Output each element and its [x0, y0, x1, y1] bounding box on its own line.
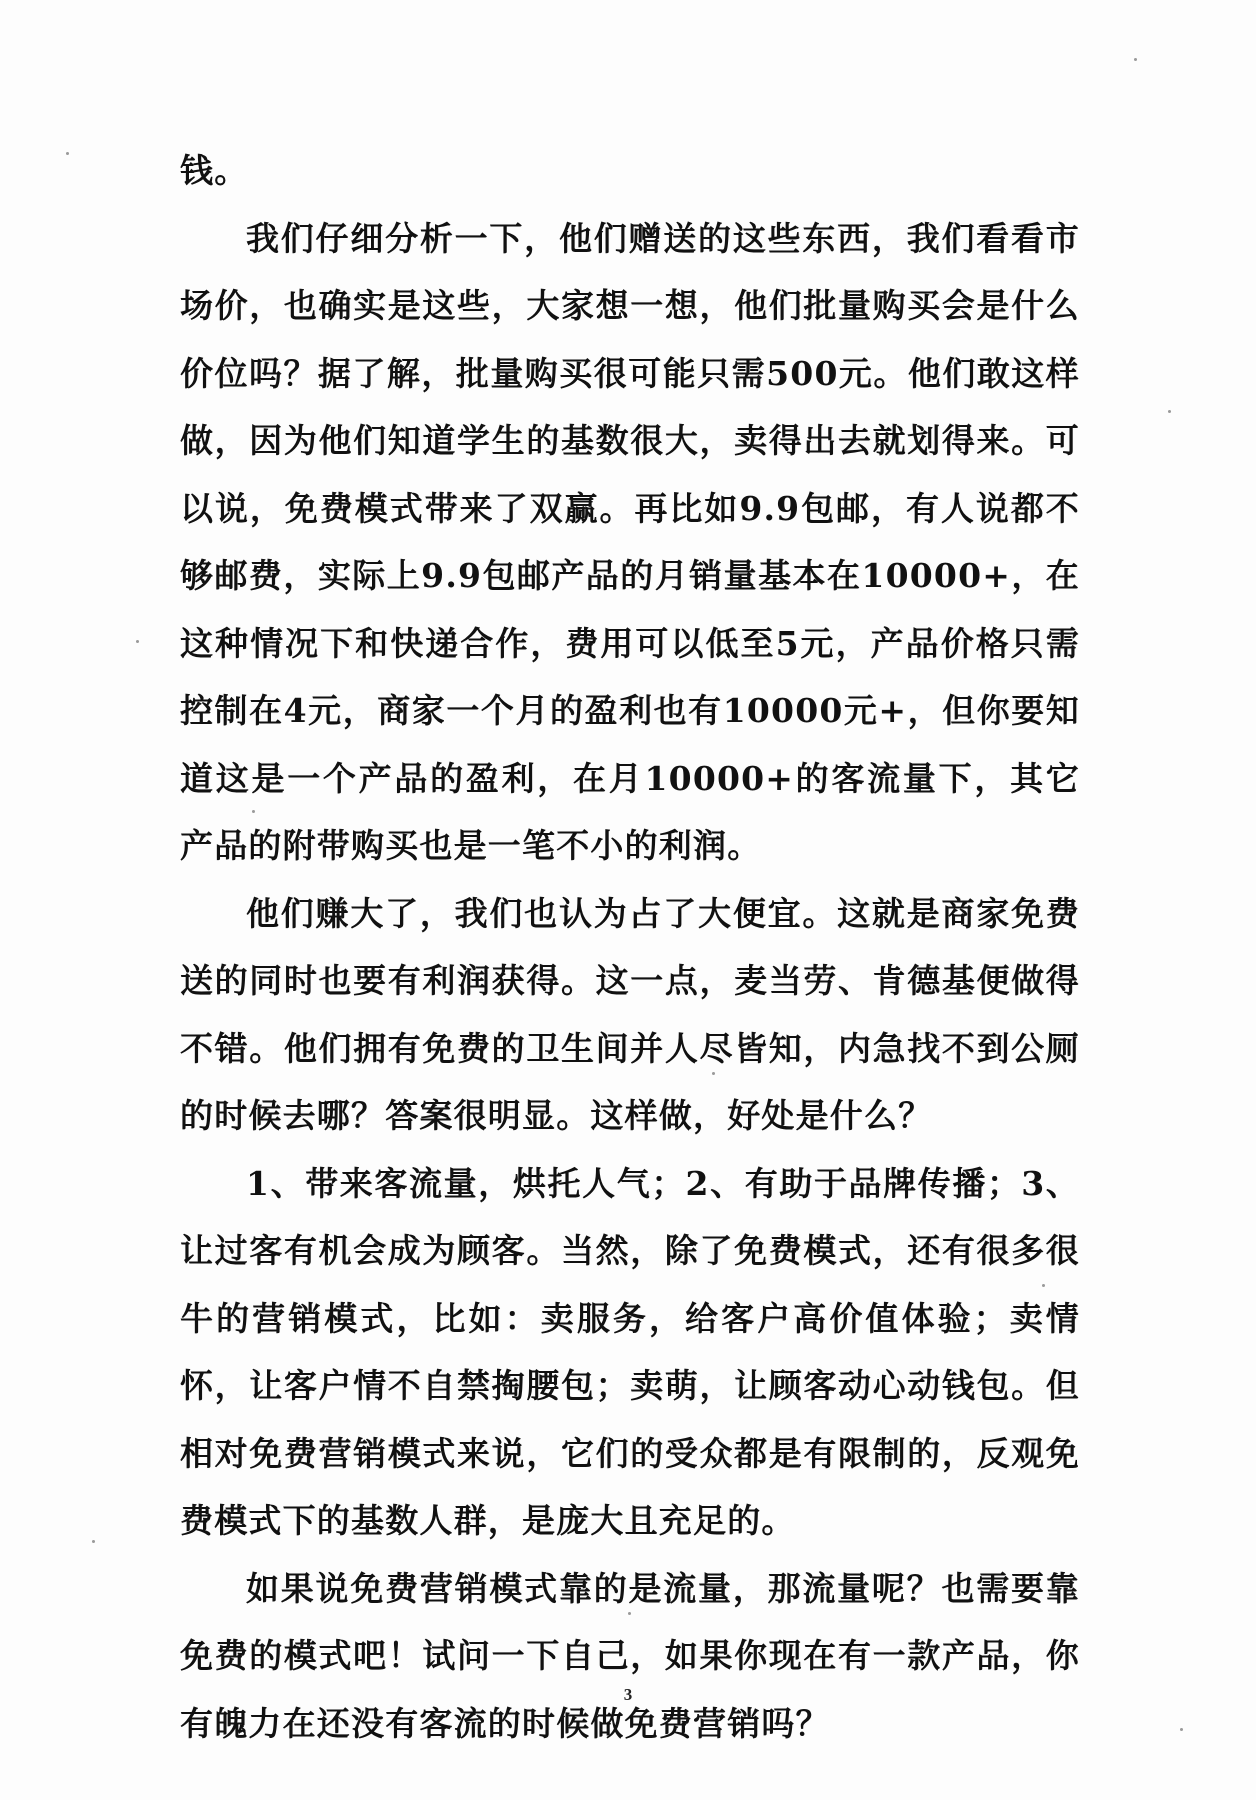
scan-speck	[1134, 58, 1137, 61]
scan-speck	[712, 1072, 715, 1075]
scan-speck	[66, 152, 69, 155]
scan-speck	[628, 1612, 631, 1615]
scan-speck	[1168, 410, 1171, 413]
paragraph-profit: 他们赚大了，我们也认为占了大便宜。这就是商家免费送的同时也要有利润获得。这一点，麦当劳、肯德基便做得不错。他们拥有免费的卫生间并人尽皆知，内急找不到公厕的时候去哪？答案很明显。这样做，好处是什么？	[180, 893, 1080, 1135]
paragraph-market-price: 我们仔细分析一下，他们赠送的这些东西，我们看看市场价，也确实是这些，大家想一想，他们批量购买会是什么价位吗？据了解，批量购买很可能只需500元。他们敢这样做，因为他们知道学生的基数很大，卖得出去就划得来。可以说，免费模式带来了双赢。再比如9.9包邮，有人说都不够邮费，实际上9.9包邮产品的月销量基本在10000+，在这种情况下和快递合作，费用可以低至5元，产品价格只需控制在4元，商家一个月的盈利也有10000元+，但你要知道这是一个产品的盈利，在月10000+的客流量下，其它产品的附带购买也是一笔不小的利润。	[180, 218, 1080, 865]
paragraph-benefits: 1、带来客流量，烘托人气；2、有助于品牌传播；3、让过客有机会成为顾客。当然，除了免费模式，还有很多很牛的营销模式，比如：卖服务，给客户高价值体验；卖情怀，让客户情不自禁掏腰包；卖萌，让顾客动心动钱包。但相对免费营销模式来说，它们的受众都是有限制的，反观免费模式下的基数人群，是庞大且充足的。	[180, 1163, 1080, 1540]
paragraph-traffic: 如果说免费营销模式靠的是流量，那流量呢？也需要靠免费的模式吧！试问一下自己，如果你现在有一款产品，你有魄力在还没有客流的时候做免费营销吗？	[180, 1568, 1080, 1743]
body-text	[180, 137, 1080, 1757]
scan-speck	[1180, 1728, 1183, 1731]
page-number: 3	[623, 1685, 633, 1704]
scan-speck	[1042, 1284, 1045, 1287]
paragraph-continuation: 钱。	[180, 151, 249, 190]
scan-speck	[136, 640, 139, 643]
scan-speck	[252, 810, 255, 813]
scan-speck	[92, 1540, 95, 1543]
